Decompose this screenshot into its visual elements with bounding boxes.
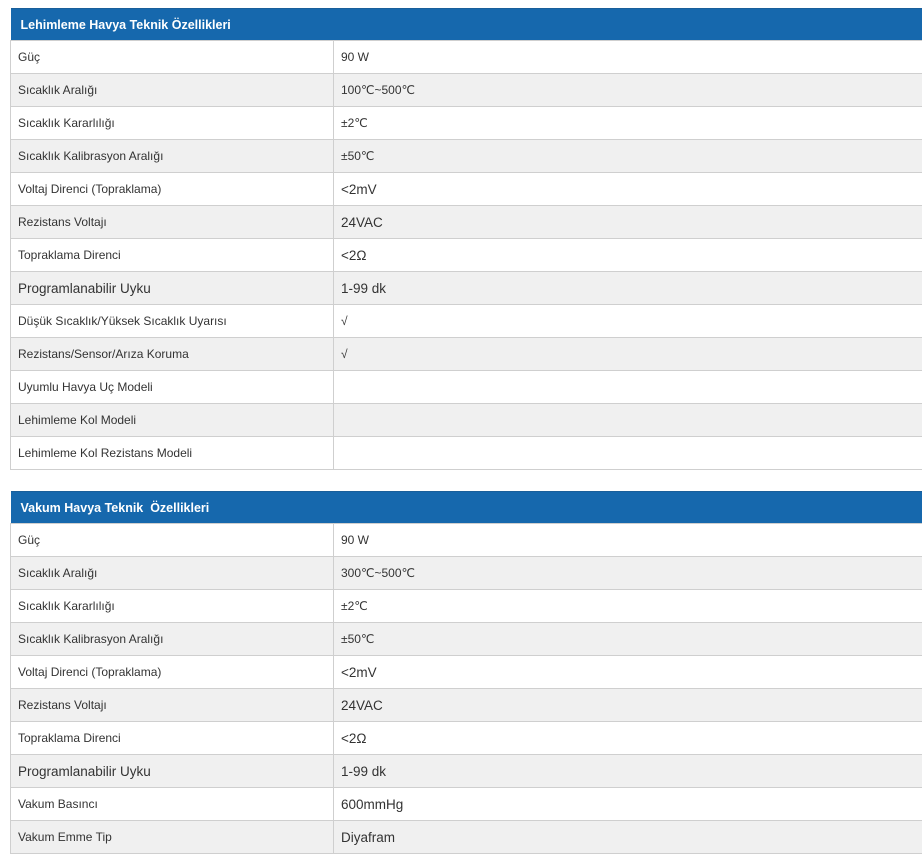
spec-label: Topraklama Direnci xyxy=(11,722,334,755)
spec-value: <2mV xyxy=(334,173,922,206)
table-row xyxy=(11,41,922,74)
spec-label: Rezistans Voltajı xyxy=(11,689,334,722)
table-row xyxy=(11,239,922,272)
spec-value xyxy=(334,371,922,404)
table-row xyxy=(11,206,922,239)
spec-label: Rezistans/Sensor/Arıza Koruma xyxy=(11,338,334,371)
spec-value: <2mV xyxy=(334,656,922,689)
spec-label: Programlanabilir Uyku xyxy=(11,755,334,788)
spec-value: 24VAC xyxy=(334,206,922,239)
spec-value: 90 W xyxy=(334,41,922,74)
table-row xyxy=(11,140,922,173)
spec-label: Programlanabilir Uyku xyxy=(11,272,334,305)
spec-label: Topraklama Direnci xyxy=(11,239,334,272)
spec-value: √ xyxy=(334,338,922,371)
spec-label: Voltaj Direnci (Topraklama) xyxy=(11,656,334,689)
spec-label: Lehimleme Kol Modeli xyxy=(11,404,334,437)
table-header-row xyxy=(11,492,922,524)
table-row xyxy=(11,821,922,854)
spec-value: ±50℃ xyxy=(334,140,922,173)
spec-label: Sıcaklık Kararlılığı xyxy=(11,107,334,140)
table-row xyxy=(11,689,922,722)
table-row xyxy=(11,557,922,590)
spec-value: <2Ω xyxy=(334,722,922,755)
spec-label: Güç xyxy=(11,524,334,557)
spec-value: 1-99 dk xyxy=(334,272,922,305)
spec-value: ±2℃ xyxy=(334,107,922,140)
table-row xyxy=(11,107,922,140)
spec-value: Diyafram xyxy=(334,821,922,854)
table-title: Vakum Havya Teknik Özellikleri xyxy=(11,492,922,524)
table-row xyxy=(11,338,922,371)
vacuum-iron-specs-table xyxy=(10,491,922,854)
table-row xyxy=(11,272,922,305)
table-row xyxy=(11,437,922,470)
spec-label: Vakum Emme Tip xyxy=(11,821,334,854)
spec-value: √ xyxy=(334,305,922,338)
spec-label: Düşük Sıcaklık/Yüksek Sıcaklık Uyarısı xyxy=(11,305,334,338)
table-row xyxy=(11,173,922,206)
table-row xyxy=(11,656,922,689)
table-row xyxy=(11,788,922,821)
spec-label: Sıcaklık Kalibrasyon Aralığı xyxy=(11,140,334,173)
table-row xyxy=(11,623,922,656)
spec-label: Sıcaklık Kararlılığı xyxy=(11,590,334,623)
spec-value: 24VAC xyxy=(334,689,922,722)
spec-label: Sıcaklık Kalibrasyon Aralığı xyxy=(11,623,334,656)
spec-label: Rezistans Voltajı xyxy=(11,206,334,239)
spec-label: Uyumlu Havya Uç Modeli xyxy=(11,371,334,404)
spec-label: Lehimleme Kol Rezistans Modeli xyxy=(11,437,334,470)
table-row xyxy=(11,590,922,623)
table-title: Lehimleme Havya Teknik Özellikleri xyxy=(11,9,922,41)
spec-value: ±2℃ xyxy=(334,590,922,623)
spec-value xyxy=(334,437,922,470)
spec-label: Vakum Basıncı xyxy=(11,788,334,821)
spec-label: Güç xyxy=(11,41,334,74)
spec-value: 90 W xyxy=(334,524,922,557)
spec-value: ±50℃ xyxy=(334,623,922,656)
table-row xyxy=(11,524,922,557)
soldering-iron-specs-table xyxy=(10,8,922,470)
spec-label: Sıcaklık Aralığı xyxy=(11,74,334,107)
table-row xyxy=(11,74,922,107)
table-row xyxy=(11,404,922,437)
table-row xyxy=(11,371,922,404)
spec-label: Voltaj Direnci (Topraklama) xyxy=(11,173,334,206)
spec-label: Sıcaklık Aralığı xyxy=(11,557,334,590)
table-row xyxy=(11,722,922,755)
spec-value: 300℃~500℃ xyxy=(334,557,922,590)
spec-value: 1-99 dk xyxy=(334,755,922,788)
table-body xyxy=(11,524,922,854)
table-row xyxy=(11,755,922,788)
table-row xyxy=(11,305,922,338)
spec-value: 600mmHg xyxy=(334,788,922,821)
spec-value: <2Ω xyxy=(334,239,922,272)
table-body xyxy=(11,41,922,470)
spec-value: 100℃~500℃ xyxy=(334,74,922,107)
table-header-row xyxy=(11,9,922,41)
spec-value xyxy=(334,404,922,437)
